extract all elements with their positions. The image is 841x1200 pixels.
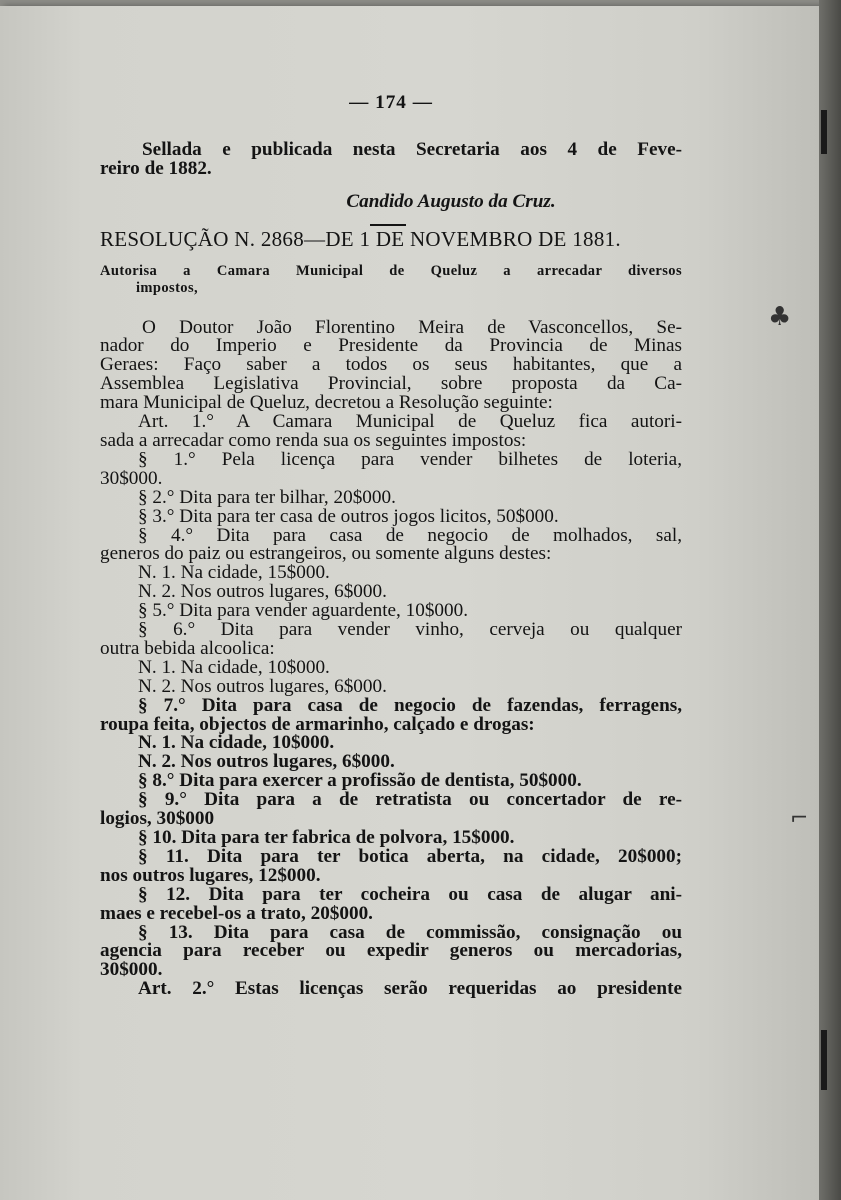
text-line: § 5.° Dita para vender aguardente, 10$000. — [138, 600, 469, 622]
publication-note — [100, 138, 682, 179]
text-line: O Doutor João Florentino Meira de Vasconcellos, Se- — [142, 316, 682, 338]
separator-rule — [370, 224, 406, 226]
text-line: N. 1. Na cidade, 10$000. — [138, 656, 330, 678]
text-line: § 1.° Pela licença para vender bilhetes de loteria, — [138, 448, 682, 470]
book-spine — [819, 0, 841, 1200]
paper-sheet — [0, 6, 820, 1200]
text-line: § 9.° Dita para a de retratista ou concertador de re- — [138, 789, 682, 811]
text-line: N. 2. Nos outros lugares, 6$000. — [138, 751, 395, 773]
page-content — [100, 94, 682, 999]
text-line: Sellada e publicada nesta Secretaria aos 4 de Feve- — [142, 138, 682, 160]
text-line: § 8.° Dita para exercer a profissão de dentista, 50$000. — [138, 770, 582, 792]
summary-line: impostos, — [136, 279, 199, 296]
resolution-summary — [100, 263, 682, 297]
text-line: sada a arrecadar como renda sua os seguintes impostos: — [100, 429, 527, 451]
spine-mark — [821, 110, 827, 154]
text-line: N. 2. Nos outros lugares, 6$000. — [138, 675, 387, 697]
resolution-heading: RESOLUÇÃO N. 2868—DE 1 DE NOVEMBRO DE 1881. — [100, 226, 621, 251]
text-line: nador do Imperio e Presidente da Provincia de Minas — [100, 335, 682, 357]
text-line: maes e recebel-os a trato, 20$000. — [100, 902, 373, 924]
signature: Candido Augusto da Cruz. — [346, 190, 556, 212]
text-line: Art. 1.° A Camara Municipal de Queluz fica autori- — [138, 411, 682, 433]
text-line: reiro de 1882. — [100, 157, 212, 179]
text-line: logios, 30$000 — [100, 808, 215, 830]
page-number: — 174 — — [349, 92, 433, 113]
text-line: generos do paiz ou estrangeiros, ou somente alguns destes: — [100, 543, 552, 565]
text-line: mara Municipal de Queluz, decretou a Resolução seguinte: — [100, 392, 553, 414]
text-line: roupa feita, objectos de armarinho, calçado e drogas: — [100, 713, 535, 735]
text-line: § 2.° Dita para ter bilhar, 20$000. — [138, 486, 396, 508]
margin-mark: ⌐ — [790, 806, 809, 831]
text-line: N. 1. Na cidade, 10$000. — [138, 732, 335, 754]
text-line: § 6.° Dita para vender vinho, cerveja ou qualquer — [138, 619, 682, 641]
text-line: § 7.° Dita para casa de negocio de fazendas, ferragens, — [138, 694, 682, 716]
text-line: outra bebida alcoolica: — [100, 637, 275, 659]
text-line: nos outros lugares, 12$000. — [100, 864, 321, 886]
spine-mark — [821, 1030, 827, 1090]
text-line: 30$000. — [100, 959, 163, 981]
text-line: § 10. Dita para ter fabrica de polvora, 15$000. — [138, 827, 515, 848]
text-line: Art. 2.° Estas licenças serão requeridas ao presidente — [138, 978, 682, 1000]
text-line: § 13. Dita para casa de commissão, consignação ou — [138, 921, 682, 943]
text-line: Assemblea Legislativa Provincial, sobre proposta da Ca- — [100, 373, 682, 395]
text-line: § 3.° Dita para ter casa de outros jogos licitos, 50$000. — [138, 505, 559, 527]
text-line: N. 2. Nos outros lugares, 6$000. — [138, 581, 387, 603]
resolution-body — [100, 316, 682, 1000]
text-line: § 11. Dita para ter botica aberta, na cidade, 20$000; — [138, 845, 682, 867]
text-line: 30$000. — [100, 467, 163, 489]
text-line: Geraes: Faço saber a todos os seus habitantes, que a — [100, 354, 682, 376]
text-line: agencia para receber ou expedir generos ou mercadorias, — [100, 940, 682, 962]
margin-mark: ♣ — [768, 302, 792, 332]
summary-line: Autorisa a Camara Municipal de Queluz a arrecadar diversos — [100, 262, 682, 279]
text-line: § 12. Dita para ter cocheira ou casa de alugar ani- — [138, 883, 682, 905]
text-line: N. 1. Na cidade, 15$000. — [138, 562, 330, 584]
text-line: § 4.° Dita para casa de negocio de molhados, sal, — [138, 524, 682, 546]
